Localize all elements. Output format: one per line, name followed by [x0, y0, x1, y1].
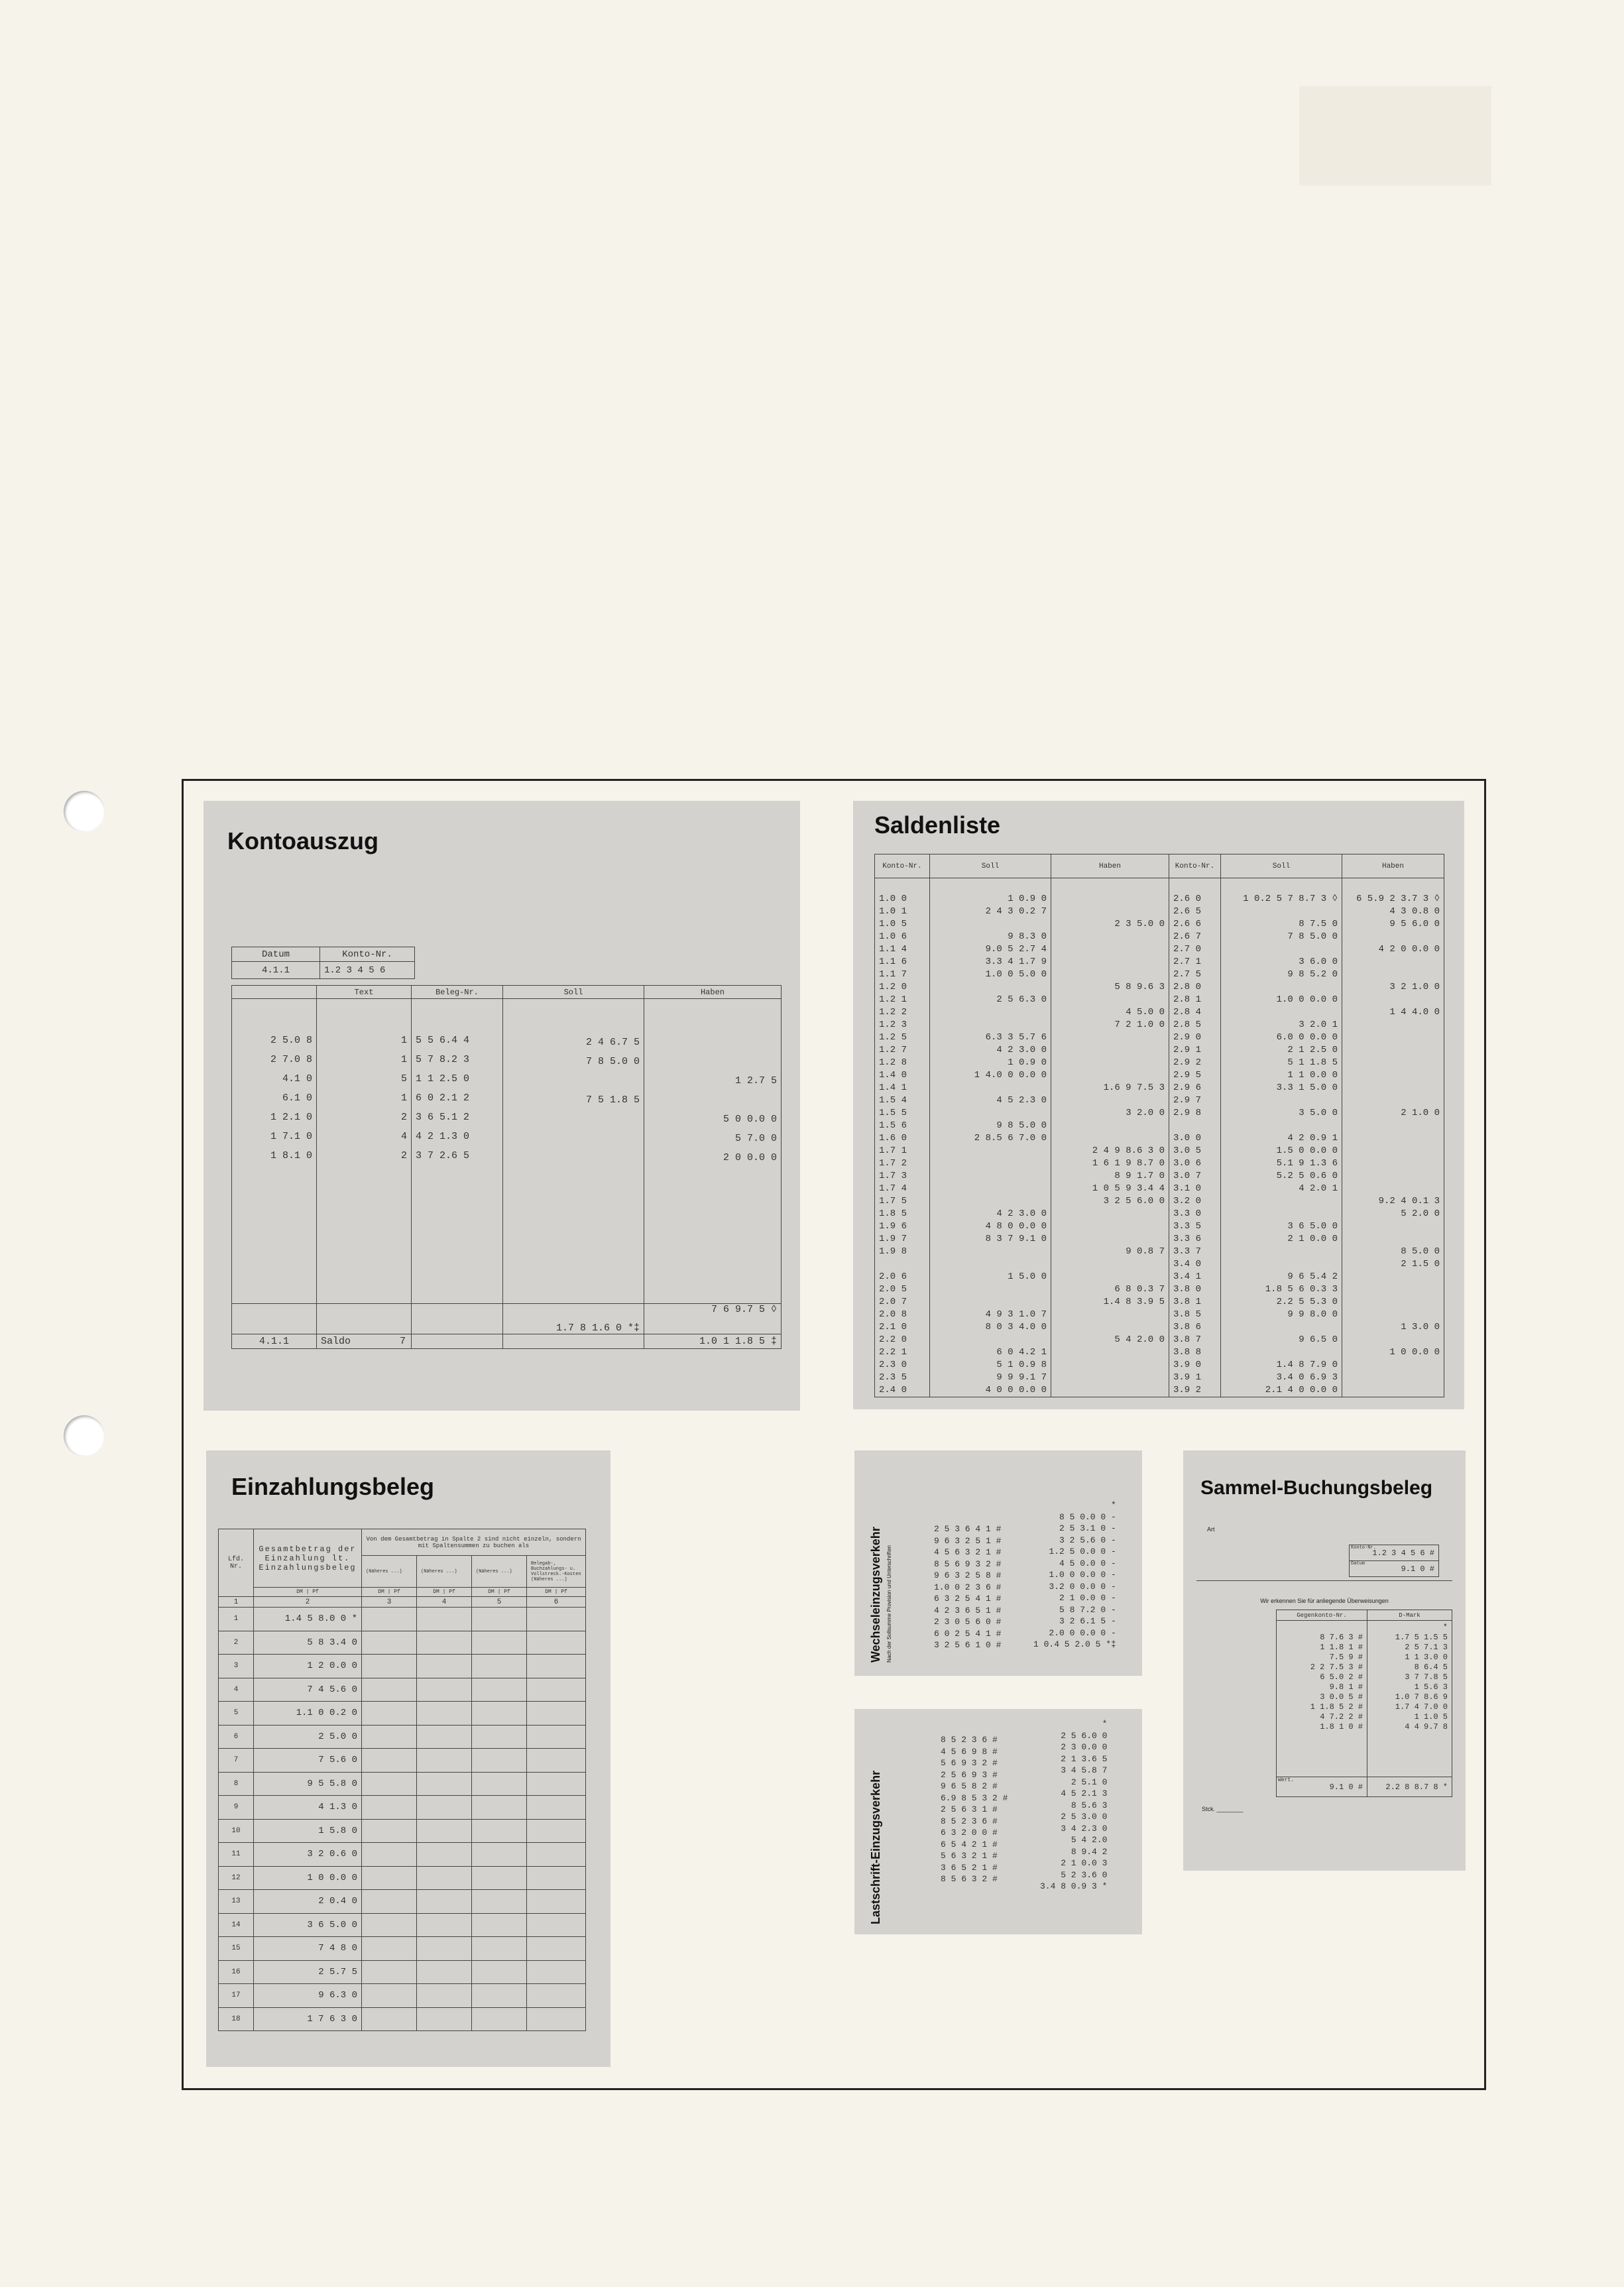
wechsel-column-2: * 8 5 0.0 0 - 2 5 3.1 0 - 3 2 5.6 0 - 1.2 5 0.0 0 - 4 5 0.0 0 - 1.0 0 0.0 0 - 3.2 0 0.0 0 - 2 1 0.0 0 - 5 8 7.2 0 - 3 2 6.1 5 - 2.0 0 0.0 0 - 1 0.4 5 2.0 5 *‡ — [1033, 1500, 1116, 1649]
sammel-table — [1276, 1610, 1452, 1797]
wechsel-title: Wechseleinzugsverkehr — [869, 1527, 882, 1663]
empty-cell — [527, 1608, 586, 1631]
empty-cell — [527, 1631, 586, 1655]
datum-value: 9.1 0 # — [1401, 1564, 1434, 1574]
col-number: 1 — [219, 1597, 254, 1608]
total-soll: 1.7 8 1.6 0 *‡ — [503, 1304, 644, 1334]
row-number: 18 — [219, 2007, 254, 2031]
saldo-value: 1.0 1 1.8 5 ‡ — [644, 1334, 782, 1349]
wechsel-subtitle: Nach der Sollsumme Provision und Unterschriften — [886, 1545, 892, 1663]
row-amount: 1.1 0 0.2 0 — [254, 1702, 362, 1726]
unit-dm-pf-3: DM | Pf — [362, 1588, 417, 1597]
beleg-column: 5 5 6.4 4 5 7 8.2 3 1 1 2.5 0 6 0 2.1 2 3 6 5.1 2 4 2 1.3 0 3 7 2.6 5 — [412, 999, 503, 1304]
row-amount: 7 5.6 0 — [254, 1749, 362, 1773]
col-number: 3 — [362, 1597, 417, 1608]
kontoauszug-table — [231, 985, 782, 1349]
unit-dm: DM — [545, 1589, 551, 1595]
dmark-list: * 1.7 5 1.5 5 2 5 7.1 3 1 1 3.0 0 8 6.4 5 3 7 7.8 5 1 5.6 3 1.0 7 8.6 9 1.7 4 7.0 0 1 1.0 5 4 4 9.7 8 — [1367, 1621, 1452, 1777]
row-amount: 5 8 3.4 0 — [254, 1631, 362, 1655]
table-row — [219, 1866, 586, 1890]
empty-cell — [472, 1843, 527, 1867]
saldenliste-title: Saldenliste — [874, 811, 1001, 839]
empty-cell — [417, 1960, 472, 1984]
empty-cell — [472, 1819, 527, 1843]
empty-cell — [417, 1772, 472, 1796]
empty-cell — [362, 1937, 417, 1961]
empty-cell — [527, 1749, 586, 1773]
empty-cell — [472, 1725, 527, 1749]
table-row — [219, 1913, 586, 1937]
einzahlungsbeleg-table — [218, 1529, 586, 2031]
empty-cell — [527, 1725, 586, 1749]
empty-cell — [362, 1655, 417, 1678]
unit-dm: DM — [296, 1589, 303, 1595]
konto-value: 1.2 3 4 5 6 — [320, 962, 415, 979]
table-row — [219, 1984, 586, 2008]
art-label: Art — [1207, 1526, 1215, 1533]
empty-cell — [362, 1678, 417, 1702]
sub-col-4: Belegab-, Buchzahlungs- u. Vollstreck.-Kosten (Näheres ...) — [527, 1556, 586, 1588]
faded-logo — [1299, 86, 1491, 186]
konto-list-right: 2.6 0 2.6 5 2.6 6 2.6 7 2.7 0 2.7 1 2.7 5 2.8 0 2.8 1 2.8 4 2.8 5 2.9 0 2.9 1 2.9 2 2.9 5 2.9 6 2.9 7 2.9 8 3.0 0 3.0 5 3.0 6 3.0 7 3.1 0 3.2 0 3.3 0 3.3 5 3.3 6 3.3 7 3.4 0 3.4 1 3.8 0 3.8 1 3.8 5 3.8 6 3.8 7 3.8 8 3.9 0 3.9 1 3.9 2 — [1169, 878, 1221, 1397]
soll-column: 2 4 6.7 5 7 8 5.0 0 7 5 1.8 5 — [503, 999, 644, 1304]
col-haben: Haben — [644, 986, 782, 999]
punch-hole-top — [64, 791, 105, 832]
table-row — [219, 1819, 586, 1843]
empty-cell — [527, 1913, 586, 1937]
col-konto-left: Konto-Nr. — [875, 854, 930, 878]
empty-cell — [472, 1866, 527, 1890]
datum-column: 2 5.0 8 2 7.0 8 4.1 0 6.1 0 1 2.1 0 1 7.1 0 1 8.1 0 — [232, 999, 317, 1304]
empty-cell — [417, 1984, 472, 2008]
konto-list-left: 1.0 0 1.0 1 1.0 5 1.0 6 1.1 4 1.1 6 1.1 7 1.2 0 1.2 1 1.2 2 1.2 3 1.2 5 1.2 7 1.2 8 1.4 0 1.4 1 1.5 4 1.5 5 1.5 6 1.6 0 1.7 1 1.7 2 1.7 3 1.7 4 1.7 5 1.8 5 1.9 6 1.9 7 1.9 8 2.0 6 2.0 5 2.0 7 2.0 8 2.1 0 2.2 0 2.2 1 2.3 0 2.3 5 2.4 0 — [875, 878, 930, 1397]
haben-list-left: 2 3 5.0 0 5 8 9.6 3 4 5.0 0 7 2 1.0 0 1.6 9 7.5 3 3 2.0 0 2 4 9 8.6 3 0 1 6 1 9 8.7 0 8 9 1.7 0 1 0 5 9 3.4 4 3 2 5 6.0 0 9 0.8 7 6 8 0.3 7 1.4 8 3.9 5 5 4 2.0 0 — [1051, 878, 1169, 1397]
sammel-header-table — [1349, 1545, 1439, 1577]
row-amount: 1 2 0.0 0 — [254, 1655, 362, 1678]
empty-cell — [417, 1631, 472, 1655]
unit-dm-pf: DM | Pf — [254, 1588, 362, 1597]
col-gegenkonto: Gegenkonto-Nr. — [1277, 1610, 1367, 1621]
sammel-note: Wir erkennen Sie für anliegende Überweisungen — [1260, 1598, 1389, 1604]
empty-cell — [362, 1984, 417, 2008]
empty-cell — [417, 1749, 472, 1773]
row-amount: 1 7 6 3 0 — [254, 2007, 362, 2031]
row-amount: 2 5.0 0 — [254, 1725, 362, 1749]
punch-hole-bottom — [64, 1415, 105, 1456]
empty-cell — [472, 2007, 527, 2031]
table-row — [219, 1725, 586, 1749]
lastschrift-title: Lastschrift-Einzugsverkehr — [869, 1770, 882, 1924]
table-row — [219, 1608, 586, 1631]
row-amount: 2 5.7 5 — [254, 1960, 362, 1984]
empty-cell — [472, 1631, 527, 1655]
sammel-card — [1183, 1450, 1466, 1871]
empty-cell — [527, 1678, 586, 1702]
lastschrift-column-2: * 2 5 6.0 0 2 3 0.0 0 2 1 3.6 5 3 4 5.8 7 2 5.1 0 4 5 2.1 3 8 5.6 3 2 5 3.0 0 3 4 2.3 0 5 4 2.0 8 9.4 2 2 1 0.0 3 5 2 3.6 0 3.4 8 0.9 3 * — [1040, 1719, 1108, 1891]
unit-dm: DM — [433, 1589, 439, 1595]
empty-cell — [362, 1749, 417, 1773]
col-haben-left: Haben — [1051, 854, 1169, 878]
empty-cell — [362, 1631, 417, 1655]
unit-pf: Pf — [561, 1589, 567, 1595]
empty-cell — [417, 1725, 472, 1749]
row-number: 12 — [219, 1866, 254, 1890]
col-dmark: D-Mark — [1367, 1610, 1452, 1621]
kontoauszug-title: Kontoauszug — [227, 827, 378, 854]
empty-cell — [527, 1702, 586, 1726]
empty-cell — [417, 1913, 472, 1937]
row-number: 5 — [219, 1702, 254, 1726]
empty-cell — [472, 1796, 527, 1820]
empty-cell — [527, 1960, 586, 1984]
gegenkonto-list: 8 7.6 3 # 1 1.8 1 # 7.5 9 # 2 2 7.5 3 # 6 5.0 2 # 9.8 1 # 3 0.0 5 # 1 1.8 5 2 # 4 7.2 2 # 1.8 1 0 # — [1277, 1621, 1367, 1777]
empty-cell — [527, 1819, 586, 1843]
row-number: 16 — [219, 1960, 254, 1984]
table-row — [219, 1772, 586, 1796]
col-soll-left: Soll — [930, 854, 1051, 878]
empty-cell — [362, 1702, 417, 1726]
row-number: 13 — [219, 1890, 254, 1914]
col-gesamtbetrag: Gesamtbetrag der Einzahlung lt. Einzahlungsbeleg — [254, 1529, 362, 1588]
empty-cell — [417, 1819, 472, 1843]
row-amount: 3 6 5.0 0 — [254, 1913, 362, 1937]
empty-cell — [362, 1608, 417, 1631]
col-number: 2 — [254, 1597, 362, 1608]
empty-cell — [472, 1608, 527, 1631]
text-column: 1 1 5 1 2 4 2 — [317, 999, 412, 1304]
unit-pf: Pf — [504, 1589, 510, 1595]
sub-col-2: (Näheres ...) — [417, 1556, 472, 1588]
row-number: 3 — [219, 1655, 254, 1678]
unit-dm-pf-6: DM | Pf — [527, 1588, 586, 1597]
row-number: 6 — [219, 1725, 254, 1749]
row-amount: 1 0 0.0 0 — [254, 1866, 362, 1890]
wechsel-card — [854, 1450, 1142, 1676]
empty-cell — [472, 1678, 527, 1702]
row-number: 1 — [219, 1608, 254, 1631]
row-number: 17 — [219, 1984, 254, 2008]
col-number: 5 — [472, 1597, 527, 1608]
empty-cell — [527, 2007, 586, 2031]
sammel-title: Sammel-Buchungsbeleg — [1200, 1477, 1433, 1499]
empty-cell — [362, 1890, 417, 1914]
sub-col-1: (Näheres ...) — [362, 1556, 417, 1588]
datum-label: Datum — [1351, 1561, 1365, 1566]
empty-cell — [362, 1960, 417, 1984]
saldenliste-card — [853, 801, 1464, 1409]
empty-cell — [362, 2007, 417, 2031]
unit-dm: DM — [378, 1589, 384, 1595]
konto-label: Konto-Nr. — [320, 947, 415, 962]
empty-cell — [417, 2007, 472, 2031]
empty-cell — [417, 1655, 472, 1678]
table-row — [219, 1702, 586, 1726]
empty-cell — [362, 1819, 417, 1843]
wert-label: Wert. — [1278, 1777, 1295, 1783]
empty-cell — [527, 1796, 586, 1820]
lastschrift-card — [854, 1709, 1142, 1934]
lastschrift-column-1: 8 5 2 3 6 # 4 5 6 9 8 # 5 6 9 3 2 # 2 5 6 9 3 # 9 6 5 8 2 # 6.9 8 5 3 2 # 2 5 6 3 1 # 8 5 2 3 6 # 6 3 2 0 0 # 6 5 4 2 1 # 5 6 3 2 1 # 3 6 5 2 1 # 8 5 6 3 2 # — [941, 1735, 1008, 1884]
saldo-label: Saldo — [321, 1336, 351, 1347]
empty-cell — [362, 1772, 417, 1796]
row-number: 8 — [219, 1772, 254, 1796]
empty-cell — [472, 1772, 527, 1796]
soll-list-left: 1 0.9 0 2 4 3 0.2 7 9 8.3 0 9.0 5 2.7 4 3.3 4 1.7 9 1.0 0 5.0 0 2 5 6.3 0 6.3 3 5.7 6 4 2 3.0 0 1 0.9 0 1 4.0 0 0.0 0 4 5 2.3 0 9 8 5.0 0 2 8.5 6 7.0 0 4 2 3.0 0 4 8 0 0.0 0 8 3 7 9.1 0 1 5.0 0 4 9 3 1.0 7 8 0 3 4.0 0 6 0 4.2 1 5 1 0.9 8 9 9 9.1 7 4 0 0 0.0 0 — [930, 878, 1051, 1397]
row-amount: 7 4 8 0 — [254, 1937, 362, 1961]
table-row — [219, 1890, 586, 1914]
samples-frame — [182, 779, 1486, 2090]
empty-cell — [417, 1843, 472, 1867]
empty-cell — [362, 1913, 417, 1937]
empty-cell — [417, 1796, 472, 1820]
empty-cell — [472, 1890, 527, 1914]
unit-dm: DM — [488, 1589, 494, 1595]
col-number: 6 — [527, 1597, 586, 1608]
haben-list-right: 6 5.9 2 3.7 3 ◊ 4 3 0.8 0 9 5 6.0 0 4 2 0 0.0 0 3 2 1.0 0 1 4 4.0 0 2 1.0 0 9.2 4 0.1 3 5 2.0 0 8 5.0 0 2 1.5 0 1 3.0 0 1 0 0.0 0 — [1342, 878, 1444, 1397]
row-number: 10 — [219, 1819, 254, 1843]
datum-value: 4.1.1 — [232, 962, 320, 979]
empty-cell — [527, 1772, 586, 1796]
kontoauszug-header-table — [231, 947, 415, 979]
wert-date: 9.1 0 # — [1329, 1782, 1363, 1792]
table-row — [219, 1678, 586, 1702]
einzahlungsbeleg-rows — [219, 1608, 586, 2031]
table-row — [219, 1960, 586, 1984]
empty-cell — [472, 1984, 527, 2008]
empty-cell — [362, 1725, 417, 1749]
empty-cell — [417, 1890, 472, 1914]
row-number: 14 — [219, 1913, 254, 1937]
haben-column: 1 2.7 5 5 0 0.0 0 5 7.0 0 2 0 0.0 0 — [644, 999, 782, 1304]
row-number: 7 — [219, 1749, 254, 1773]
row-number: 11 — [219, 1843, 254, 1867]
row-number: 9 — [219, 1796, 254, 1820]
table-row — [219, 1655, 586, 1678]
table-row — [219, 2007, 586, 2031]
table-row — [219, 1631, 586, 1655]
unit-dm-pf-4: DM | Pf — [417, 1588, 472, 1597]
stueck-label-text: Stck. — [1202, 1806, 1216, 1812]
row-amount: 4 1.3 0 — [254, 1796, 362, 1820]
saldo-date: 4.1.1 — [232, 1334, 317, 1349]
col-beleg: Beleg-Nr. — [412, 986, 503, 999]
empty-cell — [527, 1655, 586, 1678]
sub-col-3: (Näheres ...) — [472, 1556, 527, 1588]
wechsel-column-1: 2 5 3 6 4 1 # 9 6 3 2 5 1 # 4 5 6 3 2 1 # 8 5 6 9 3 2 # 9 6 3 2 5 8 # 1.0 0 2 3 6 # 6 3 2 5 4 1 # 4 2 3 6 5 1 # 2 3 0 5 6 0 # 6 0 2 5 4 1 # 3 2 5 6 1 0 # — [934, 1524, 1002, 1650]
total-haben: 7 6 9.7 5 ◊ — [644, 1304, 782, 1334]
empty-cell — [472, 1913, 527, 1937]
empty-cell — [417, 1937, 472, 1961]
empty-cell — [362, 1796, 417, 1820]
empty-cell — [472, 1655, 527, 1678]
row-amount: 2 0.4 0 — [254, 1890, 362, 1914]
empty-cell — [527, 1866, 586, 1890]
row-number: 15 — [219, 1937, 254, 1961]
konto-value: 1.2 3 4 5 6 # — [1372, 1548, 1434, 1558]
empty-cell — [527, 1984, 586, 2008]
unit-pf: Pf — [312, 1589, 319, 1595]
empty-cell — [527, 1843, 586, 1867]
table-row — [219, 1796, 586, 1820]
empty-cell — [527, 1890, 586, 1914]
col-haben-right: Haben — [1342, 854, 1444, 878]
row-amount: 3 2 0.6 0 — [254, 1843, 362, 1867]
col-soll: Soll — [503, 986, 644, 999]
col-konto-right: Konto-Nr. — [1169, 854, 1221, 878]
saldenliste-table — [874, 854, 1444, 1397]
empty-cell — [472, 1702, 527, 1726]
saldo-code: 7 — [399, 1336, 406, 1347]
empty-cell — [362, 1843, 417, 1867]
empty-cell — [472, 1749, 527, 1773]
col-number: 4 — [417, 1597, 472, 1608]
row-amount: 1.4 5 8.0 0 * — [254, 1608, 362, 1631]
empty-cell — [527, 1937, 586, 1961]
sammel-divider — [1196, 1580, 1452, 1581]
empty-cell — [472, 1937, 527, 1961]
konto-label: Konto-Nr. — [1351, 1545, 1376, 1551]
stueck-label: Stck. ________ — [1202, 1806, 1244, 1812]
soll-list-right: 1 0.2 5 7 8.7 3 ◊ 8 7.5 0 7 8 5.0 0 3 6.0 0 9 8 5.2 0 1.0 0 0.0 0 3 2.0 1 6.0 0 0.0 0 2 1 2.5 0 5 1 1.8 5 1 1 0.0 0 3.3 1 5.0 0 3 5.0 0 4 2 0.9 1 1.5 0 0.0 0 5.1 9 1.3 6 5.2 5 0.6 0 4 2.0 1 3 6 5.0 0 2 1 0.0 0 9 6 5.4 2 1.8 5 6 0.3 3 2.2 5 5.3 0 9 9 8.0 0 9 6.5 0 1.4 8 7.9 0 3.4 0 6.9 3 2.1 4 0 0.0 0 — [1221, 878, 1342, 1397]
unit-dm-pf-5: DM | Pf — [472, 1588, 527, 1597]
row-amount: 1 5.8 0 — [254, 1819, 362, 1843]
table-row — [219, 1937, 586, 1961]
row-number: 4 — [219, 1678, 254, 1702]
empty-cell — [417, 1678, 472, 1702]
empty-cell — [417, 1608, 472, 1631]
datum-label: Datum — [232, 947, 320, 962]
wert-sum: 2.2 8 8.7 8 * — [1367, 1777, 1452, 1797]
table-row — [219, 1749, 586, 1773]
empty-cell — [417, 1702, 472, 1726]
row-amount: 9 5 5.8 0 — [254, 1772, 362, 1796]
col-lfd-nr: Lfd. Nr. — [219, 1529, 254, 1597]
col-soll-right: Soll — [1221, 854, 1342, 878]
einzahlungsbeleg-title: Einzahlungsbeleg — [231, 1473, 435, 1500]
col-text: Text — [317, 986, 412, 999]
unit-pf: Pf — [394, 1589, 400, 1595]
empty-cell — [472, 1960, 527, 1984]
table-row — [219, 1843, 586, 1867]
empty-cell — [362, 1866, 417, 1890]
row-amount: 9 6.3 0 — [254, 1984, 362, 2008]
unit-pf: Pf — [449, 1589, 455, 1595]
row-amount: 7 4 5.6 0 — [254, 1678, 362, 1702]
row-number: 2 — [219, 1631, 254, 1655]
empty-cell — [417, 1866, 472, 1890]
col-split-header: Von dem Gesamtbetrag in Spalte 2 sind nicht einzeln, sondern mit Spaltensummen zu buchen als — [362, 1529, 586, 1556]
einzahlungsbeleg-card — [206, 1450, 610, 2067]
kontoauszug-card — [203, 801, 800, 1411]
